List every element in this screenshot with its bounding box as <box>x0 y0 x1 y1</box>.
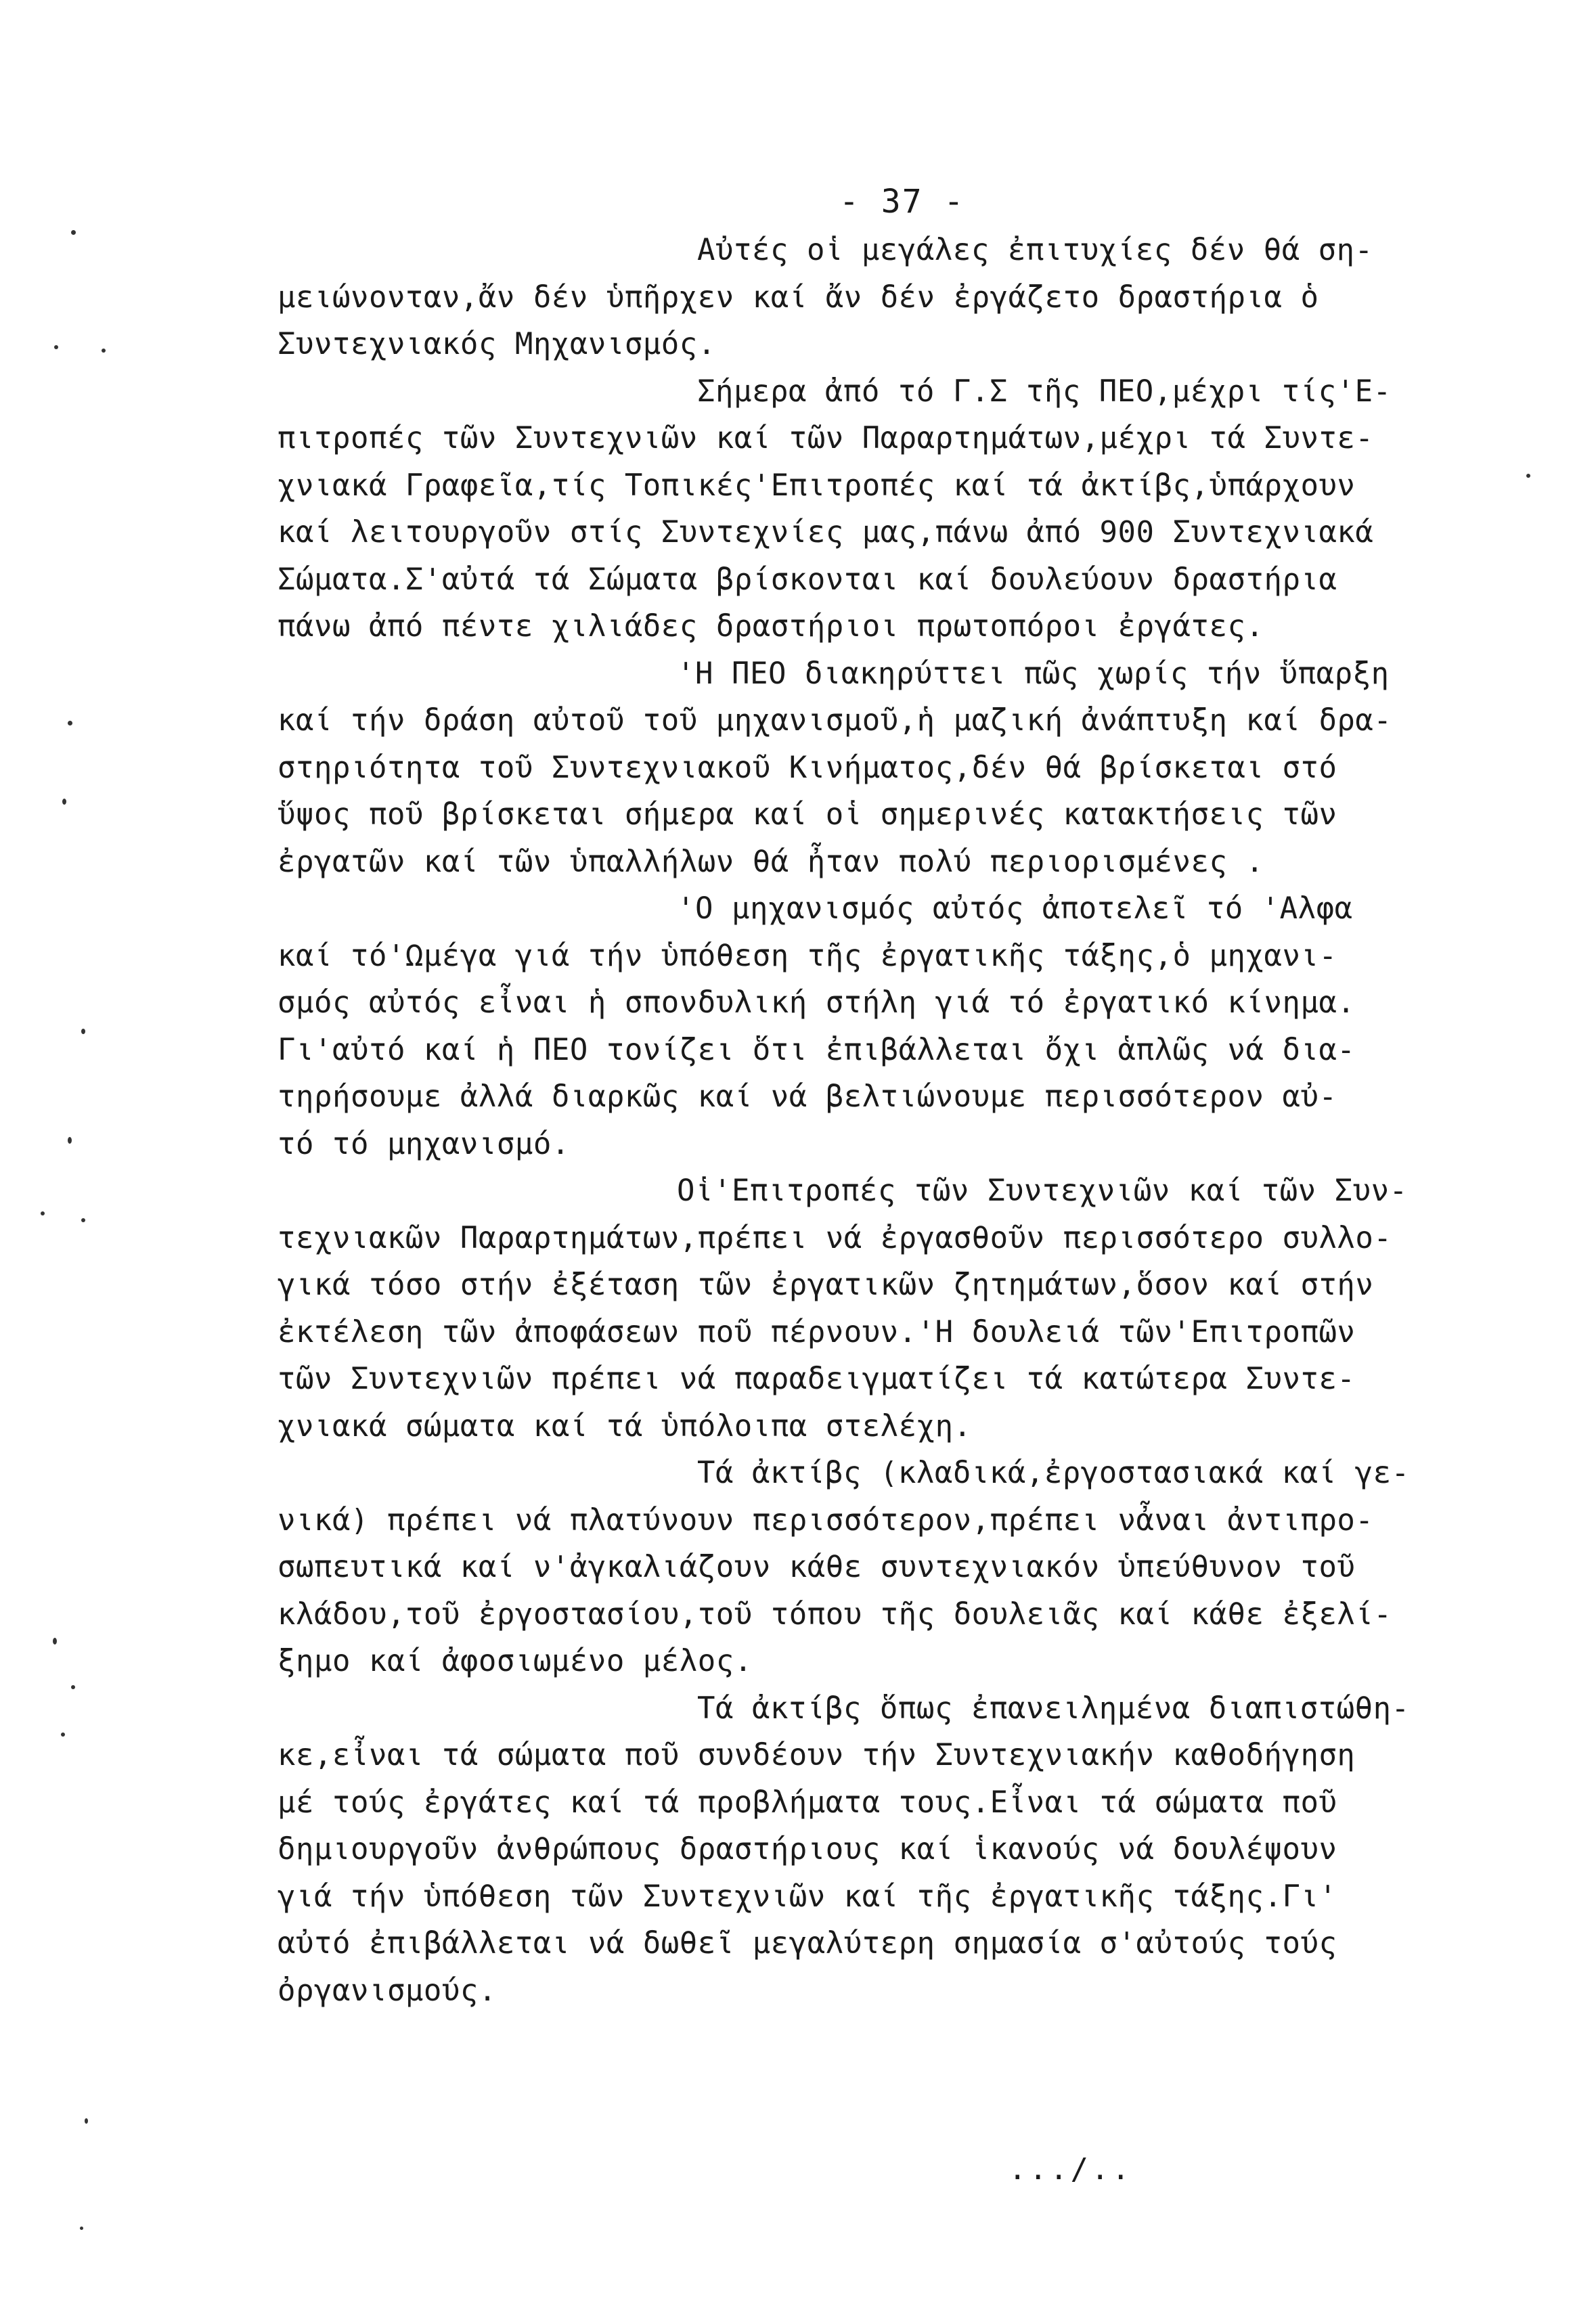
text-line: Συντεχνιακός Μηχανισμός. <box>278 327 716 361</box>
text-line: 'Ο μηχανισμός αὐτός ἀποτελεῖ τό 'Αλφα <box>677 891 1353 926</box>
text-line: ἐκτέλεση τῶν ἀποφάσεων ποῦ πέρνουν.'Η δουλειά τῶν'Επιτροπῶν <box>278 1314 1356 1349</box>
text-line: χνιακά σώματα καί τά ὑπόλοιπα στελέχη. <box>278 1408 972 1444</box>
text-line: 'Η ΠΕΟ διακηρύττει πῶς χωρίς τήν ὕπαρξη <box>677 656 1390 691</box>
text-line: καί τήν δράση αὐτοῦ τοῦ μηχανισμοῦ,ἡ μαζική ἀνάπτυξη καί δρα- <box>278 703 1392 738</box>
text-line: ξημο καί ἀφοσιωμένο μέλος. <box>278 1644 753 1678</box>
scan-speck <box>62 799 66 805</box>
text-line: γικά τόσο στήν ἐξέταση τῶν ἐργατικῶν ζητημάτων,ὅσον καί στήν <box>278 1268 1374 1302</box>
page-number: - 37 - <box>839 183 965 221</box>
scan-speck <box>53 1638 57 1645</box>
text-line: τεχνιακῶν Παραρτημάτων,πρέπει νά ἐργασθοῦν περισσότερο συλλο- <box>278 1220 1392 1255</box>
text-line: σμός αὐτός εἶναι ἡ σπονδυλική στήλη γιά τό ἐργατικό κίνημα. <box>278 985 1356 1020</box>
text-line: κε,εἶναι τά σώματα ποῦ συνδέουν τήν Συντεχνιακήν καθοδήγηση <box>278 1738 1356 1772</box>
text-line: γιά τήν ὑπόθεση τῶν Συντεχνιῶν καί τῆς ἐργατικῆς τάξης.Γι' <box>278 1879 1337 1914</box>
text-line: δημιουργοῦν ἀνθρώπους δραστήριους καί ἱκανούς νά δουλέψουν <box>278 1832 1337 1867</box>
text-line: πιτροπές τῶν Συντεχνιῶν καί τῶν Παραρτημάτων,μέχρι τά Συντε- <box>278 421 1374 455</box>
scan-speck <box>68 721 72 725</box>
text-line: Τά ἀκτίβς ὅπως ἐπανειλημένα διαπιστώθη- <box>697 1691 1410 1726</box>
scan-speck <box>81 1029 85 1034</box>
scan-speck <box>68 1137 72 1144</box>
scan-speck <box>81 1218 85 1222</box>
scan-speck <box>54 345 58 349</box>
scan-speck <box>80 2227 83 2230</box>
scan-speck <box>71 230 76 235</box>
scan-speck <box>102 349 106 353</box>
text-line: καί λειτουργοῦν στίς Συντεχνίες μας,πάνω ἀπό 900 Συντεχνιακά <box>278 515 1374 550</box>
text-line: κλάδου,τοῦ ἐργοστασίου,τοῦ τόπου τῆς δουλειᾶς καί κάθε ἐξελί- <box>278 1596 1392 1632</box>
text-line: αὐτό ἐπιβάλλεται νά δωθεῖ μεγαλύτερη σημασία σ'αὐτούς τούς <box>278 1926 1337 1961</box>
text-line: ἐργατῶν καί τῶν ὑπαλλήλων θά ἦταν πολύ περιορισμένες . <box>278 844 1264 879</box>
text-line: τό τό μηχανισμό. <box>278 1126 570 1161</box>
text-line: τηρήσουμε ἀλλά διαρκῶς καί νά βελτιώνουμε περισσότερον αὐ- <box>278 1079 1337 1114</box>
text-line: τῶν Συντεχνιῶν πρέπει νά παραδειγματίζει τά κατώτερα Συντε- <box>278 1362 1356 1396</box>
text-line: χνιακά Γραφεῖα,τίς Τοπικές'Επιτροπές καί τά ἀκτίβς,ὑπάρχουν <box>278 468 1356 503</box>
text-line: καί τό'Ωμέγα γιά τήν ὑπόθεση τῆς ἐργατικῆς τάξης,ὁ μηχανι- <box>278 938 1337 973</box>
text-line: Οἱ'Επιτροπές τῶν Συντεχνιῶν καί τῶν Συν- <box>677 1174 1408 1208</box>
text-line: Αὐτές οἱ μεγάλες ἐπιτυχίες δέν θά ση- <box>697 233 1373 267</box>
text-line: πάνω ἀπό πέντε χιλιάδες δραστήριοι πρωτοπόροι ἐργάτες. <box>278 609 1264 644</box>
text-line: Γι'αὐτό καί ἡ ΠΕΟ τονίζει ὅτι ἐπιβάλλεται ὄχι ἁπλῶς νά δια- <box>278 1032 1356 1067</box>
continuation-mark: .../.. <box>1008 2152 1132 2187</box>
text-line: μέ τούς ἐργάτες καί τά προβλήματα τους.Εἶναι τά σώματα ποῦ <box>278 1785 1337 1820</box>
text-line: Τά ἀκτίβς (κλαδικά,ἐργοστασιακά καί γε- <box>697 1456 1410 1490</box>
text-line: ὀργανισμούς. <box>278 1973 497 2008</box>
text-line: Σήμερα ἀπό τό Γ.Σ τῆς ΠΕΟ,μέχρι τίς'Ε- <box>697 374 1392 409</box>
text-line: μειώνονταν,ἄν δέν ὑπῆρχεν καί ἄν δέν ἐργάζετο δραστήρια ὁ <box>278 280 1319 315</box>
scan-speck <box>85 2118 88 2124</box>
scan-speck <box>41 1211 45 1215</box>
scan-speck <box>1526 474 1530 478</box>
text-line: νικά) πρέπει νά πλατύνουν περισσότερον,πρέπει νἆναι ἀντιπρο- <box>278 1502 1374 1538</box>
scan-speck <box>71 1685 75 1689</box>
scan-speck <box>61 1733 65 1737</box>
text-line: ὕψος ποῦ βρίσκεται σήμερα καί οἱ σημερινές κατακτήσεις τῶν <box>278 797 1337 832</box>
body-text <box>278 227 1509 2014</box>
text-line: σωπευτικά καί ν'ἀγκαλιάζουν κάθε συντεχνιακόν ὑπεύθυνον τοῦ <box>278 1550 1356 1584</box>
text-line: στηριότητα τοῦ Συντεχνιακοῦ Κινήματος,δέν θά βρίσκεται στό <box>278 750 1337 785</box>
text-line: Σώματα.Σ'αὐτά τά Σώματα βρίσκονται καί δουλεύουν δραστήρια <box>278 562 1337 597</box>
